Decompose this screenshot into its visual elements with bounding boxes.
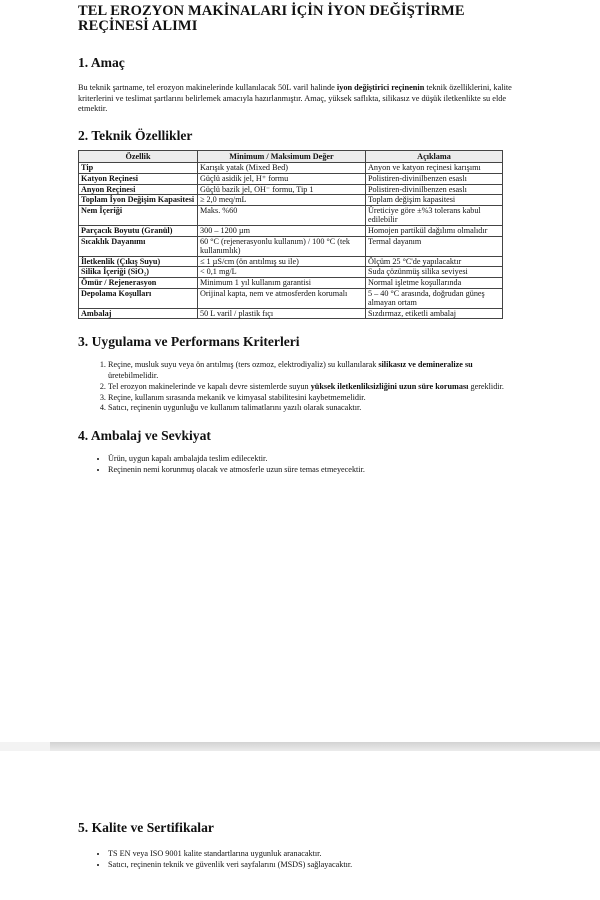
list-item: • Satıcı, reçinenin teknik ve güvenlik veri sayfalarını (MSDS) sağlayacaktır.	[108, 860, 523, 871]
list-item-text: Reçine, musluk suyu veya ön arıtılmış (ters ozmoz, elektrodiyaliz) su kullanılarak	[108, 360, 379, 370]
table-cell-aciklama: Sızdırmaz, etiketli ambalaj	[366, 308, 503, 319]
section-3-heading: 3. Uygulama ve Performans Kriterleri	[78, 334, 300, 350]
table-row	[79, 163, 503, 174]
table-cell-aciklama: Üreticiye göre ±%3 tolerans kabul edilebilir	[366, 205, 503, 225]
list-item: • TS EN veya ISO 9001 kalite standartlarına uygunluk aranacaktır.	[108, 849, 523, 860]
list-item-bold: yüksek iletkenliksizliğini uzun süre koruması	[310, 381, 469, 391]
section-2-heading: 2. Teknik Özellikler	[78, 127, 193, 143]
section-1-heading: 1. Amaç	[78, 55, 125, 70]
list-item	[108, 382, 523, 393]
section-1-text-c: teknik özelliklerini, kalite kriterlerini ve teslimat şartlarını belirlemek amacıyla hazırlanmıştır. Amaç, yüksek saflıkta, silikasız ve düşük iletkenlikte su elde etmektir.	[78, 83, 512, 114]
table-row	[79, 205, 503, 225]
list-item: 4. Satıcı, reçinenin uygunluğu ve kullanım talimatlarını yazılı olarak sunacaktır.	[108, 403, 523, 414]
table-cell-aciklama: Termal dayanım	[366, 236, 503, 256]
table-cell-ozellik: İletkenlik (Çıkış Suyu)	[79, 256, 198, 267]
table-cell-deger: Orijinal kapta, nem ve atmosferden korumalı	[198, 288, 366, 308]
document-title-line-2: REÇİNESİ ALIMI	[78, 18, 198, 34]
table-header-ozellik: Özellik	[79, 150, 198, 163]
table-row	[79, 225, 503, 236]
page-break-shadow	[50, 742, 600, 751]
table-cell-deger: Maks. %60	[198, 205, 366, 225]
list-item: 3. Reçine, kullanım sırasında mekanik ve kimyasal stabilitesini kaybetmemelidir.	[108, 393, 523, 404]
table-cell-ozellik: Parçacık Boyutu (Granül)	[79, 225, 198, 236]
table-cell-deger: ≥ 2,0 meq/mL	[198, 195, 366, 206]
page-1-content	[78, 0, 523, 476]
table-cell-deger: Minimum 1 yıl kullanım garantisi	[198, 277, 366, 288]
list-item-text: gereklidir.	[468, 381, 504, 391]
table-row	[79, 173, 503, 184]
table-row	[79, 195, 503, 206]
table-cell-ozellik: Silika İçeriği (SiO₂)	[79, 267, 198, 278]
specs-table-header-row	[79, 150, 503, 163]
list-item-text: Tel erozyon makinelerinde ve kapalı devre sistemlerde suyun	[108, 381, 311, 391]
section-5-list	[78, 849, 523, 871]
table-row	[79, 288, 503, 308]
table-cell-ozellik: Anyon Reçinesi	[79, 184, 198, 195]
table-cell-ozellik: Sıcaklık Dayanımı	[79, 236, 198, 256]
table-header-deger: Minimum / Maksimum Değer	[198, 150, 366, 163]
list-item-bold: silikasız ve demineralize su	[378, 360, 473, 370]
table-row	[79, 236, 503, 256]
table-cell-aciklama: Suda çözünmüş silika seviyesi	[366, 267, 503, 278]
table-cell-deger: Karışık yatak (Mixed Bed)	[198, 163, 366, 174]
table-row	[79, 308, 503, 319]
table-cell-deger: Güçlü asidik jel, H⁺ formu	[198, 173, 366, 184]
section-4-heading: 4. Ambalaj ve Sevkiyat	[78, 428, 211, 444]
section-4-list	[78, 454, 523, 476]
table-cell-deger: 300 – 1200 µm	[198, 225, 366, 236]
list-item: • Ürün, uygun kapalı ambalajda teslim edilecektir.	[108, 454, 523, 465]
table-row	[79, 256, 503, 267]
table-row	[79, 184, 503, 195]
list-item-text: üretebilmelidir.	[108, 371, 159, 381]
table-row	[79, 267, 503, 278]
table-cell-aciklama: 5 – 40 °C arasında, doğrudan güneş almayan ortam	[366, 288, 503, 308]
section-3-list	[78, 360, 523, 414]
table-cell-ozellik: Nem İçeriği	[79, 205, 198, 225]
table-cell-aciklama: Toplam değişim kapasitesi	[366, 195, 503, 206]
document-title	[78, 4, 523, 34]
table-cell-deger: 60 °C (rejenerasyonlu kullanım) / 100 °C (tek kullanımlık)	[198, 236, 366, 256]
page-break-edge	[0, 742, 50, 751]
section-1-paragraph	[78, 83, 523, 115]
table-row	[79, 277, 503, 288]
table-cell-aciklama: Polistiren-divinilbenzen esaslı	[366, 184, 503, 195]
section-1-text-a: Bu teknik şartname, tel erozyon makinelerinde kullanılacak 50L varil halinde	[78, 83, 337, 92]
list-item: • Reçinenin nemi korunmuş olacak ve atmosferle uzun süre temas etmeyecektir.	[108, 465, 523, 476]
table-cell-aciklama: Anyon ve katyon reçinesi karışımı	[366, 163, 503, 174]
table-cell-ozellik: Ömür / Rejenerasyon	[79, 277, 198, 288]
page-break-gap	[0, 742, 600, 810]
table-cell-aciklama: Homojen partikül dağılımı olmalıdır	[366, 225, 503, 236]
table-cell-aciklama: Ölçüm 25 °C'de yapılacaktır	[366, 256, 503, 267]
list-item	[108, 360, 523, 382]
table-cell-deger: < 0,1 mg/L	[198, 267, 366, 278]
specs-table	[78, 150, 503, 320]
table-cell-aciklama: Normal işletme koşullarında	[366, 277, 503, 288]
table-cell-ozellik: Toplam İyon Değişim Kapasitesi	[79, 195, 198, 206]
table-cell-ozellik: Tip	[79, 163, 198, 174]
table-header-aciklama: Açıklama	[366, 150, 503, 163]
table-cell-ozellik: Ambalaj	[79, 308, 198, 319]
section-5-heading: 5. Kalite ve Sertifikalar	[78, 820, 214, 835]
document-title-line-1: TEL EROZYON MAKİNALARI İÇİN İYON DEĞİŞTİRME	[78, 3, 465, 19]
table-cell-deger: 50 L varil / plastik fıçı	[198, 308, 366, 319]
table-cell-aciklama: Polistiren-divinilbenzen esaslı	[366, 173, 503, 184]
document-page-2	[78, 820, 523, 871]
table-cell-deger: Güçlü bazik jel, OH⁻ formu, Tip 1	[198, 184, 366, 195]
table-cell-deger: ≤ 1 µS/cm (ön arıtılmış su ile)	[198, 256, 366, 267]
section-1-text-bold: iyon değiştirici reçinenin	[336, 83, 425, 92]
table-cell-ozellik: Katyon Reçinesi	[79, 173, 198, 184]
table-cell-ozellik: Depolama Koşulları	[79, 288, 198, 308]
